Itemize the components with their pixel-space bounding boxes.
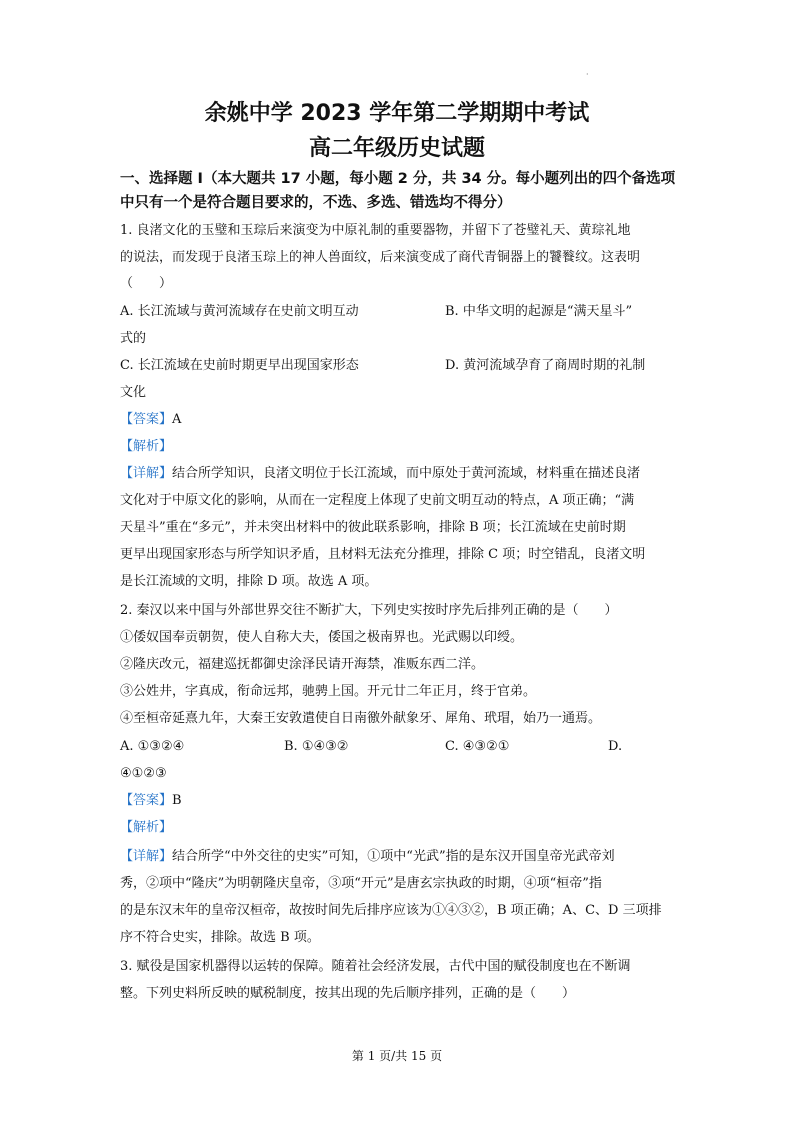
q1-answer bbox=[120, 410, 181, 430]
q2-answer bbox=[120, 791, 182, 811]
q2-item: ④至桓帝延熹九年，大秦王安敦遣使自日南徼外献象牙、犀角、玳瑁，始乃一通焉。 bbox=[120, 711, 602, 726]
detail-tag: 【详解】 bbox=[120, 466, 173, 481]
q1-stem-line: （ ） bbox=[120, 276, 173, 291]
q2-option-c: C. ④③②① bbox=[445, 739, 510, 754]
q1-option-c: C. 长江流域在史前时期更早出现国家形态 bbox=[120, 358, 359, 373]
q2-detail-line bbox=[120, 847, 615, 867]
answer-value: A bbox=[172, 412, 182, 427]
q1-option-b: B. 中华文明的起源是“满天星斗” bbox=[445, 304, 633, 319]
q1-stem-line: 的说法，而发现于良渚玉琮上的神人兽面纹，后来演变成了商代青铜器上的饕餮纹。这表明 bbox=[120, 250, 641, 265]
q3-stem-line: 整。下列史料所反映的赋税制度，按其出现的先后顺序排列，正确的是（ ） bbox=[120, 986, 576, 1001]
q2-option-d: D. bbox=[608, 739, 623, 754]
detail-text: 结合所学“中外交往的史实”可知，①项中“光武”指的是东汉开国皇帝光武帝刘 bbox=[172, 849, 615, 864]
q1-detail-line bbox=[120, 464, 640, 484]
q1-analysis bbox=[120, 437, 172, 457]
q1-option-c-continued: 文化 bbox=[120, 385, 147, 400]
analysis-tag: 【解析】 bbox=[120, 439, 173, 454]
q1-detail-line: 文化对于中原文化的影响，从而在一定程度上体现了史前文明互动的特点，A 项正确；“满 bbox=[120, 493, 635, 508]
q1-detail-line: 是长江流域的文明，排除 D 项。故选 A 项。 bbox=[120, 574, 378, 589]
q1-option-a-continued: 式的 bbox=[120, 331, 147, 346]
q1-detail-line: 天星斗”重在“多元”，并未突出材料中的彼此联系影响，排除 B 项；长江流域在史前时期 bbox=[120, 520, 626, 535]
q2-option-d-continued: ④①②③ bbox=[120, 766, 167, 781]
q1-option-d: D. 黄河流域孕育了商周时期的礼制 bbox=[445, 358, 646, 373]
answer-tag: 【答案】 bbox=[120, 793, 173, 808]
analysis-tag: 【解析】 bbox=[120, 820, 173, 835]
q1-option-a: A. 长江流域与黄河流域存在史前文明互动 bbox=[120, 304, 359, 319]
detail-text: 结合所学知识，良渚文明位于长江流域，而中原处于黄河流域，材料重在描述良渚 bbox=[172, 466, 641, 481]
q2-option-a: A. ①③②④ bbox=[120, 739, 185, 754]
q3-stem-line: 3. 赋役是国家机器得以运转的保障。随着社会经济发展，古代中国的赋役制度也在不断调 bbox=[120, 959, 631, 974]
q2-item: ③公姓井，字真成，衔命远邦，驰骋上国。开元廿二年正月，终于官弟。 bbox=[120, 684, 537, 699]
page-dot: · bbox=[586, 70, 589, 79]
q2-option-b: B. ①④③② bbox=[284, 739, 349, 754]
q1-stem-line: 1. 良渚文化的玉璧和玉琮后来演变为中原礼制的重要器物，并留下了苍璧礼天、黄琮礼地 bbox=[120, 223, 631, 238]
q2-detail-line: 序不符合史实，排除。故选 B 项。 bbox=[120, 930, 320, 945]
q2-analysis bbox=[120, 818, 172, 838]
answer-tag: 【答案】 bbox=[120, 412, 173, 427]
section-heading: 一、选择题 I（本大题共 17 小题，每小题 2 分，共 34 分。每小题列出的四个备选项中只有一个是符合题目要求的，不选、多选、错选均不得分） bbox=[120, 171, 676, 211]
q2-detail-line: 秀，②项中“隆庆”为明朝隆庆皇帝，③项“开元”是唐玄宗执政的时期，④项“桓帝”指 bbox=[120, 876, 602, 891]
q2-detail-line: 的是东汉末年的皇帝汉桓帝，故按时间先后排序应该为①④③②，B 项正确；A、C、D 三项排 bbox=[120, 903, 662, 918]
exam-subtitle: 高二年级历史试题 bbox=[308, 136, 485, 161]
exam-title: 余姚中学 2023 学年第二学期期中考试 bbox=[204, 101, 590, 126]
page-footer: 第 1 页/共 15 页 bbox=[351, 1049, 443, 1063]
q2-item: ②隆庆改元，福建巡抚都御史涂泽民请开海禁，准贩东西二洋。 bbox=[120, 657, 485, 672]
q2-item: ①倭奴国奉贡朝贺，使人自称大夫，倭国之极南界也。光武赐以印绶。 bbox=[120, 630, 524, 645]
detail-tag: 【详解】 bbox=[120, 849, 173, 864]
answer-value: B bbox=[172, 793, 182, 808]
q2-stem: 2. 秦汉以来中国与外部世界交往不断扩大，下列史实按时序先后排列正确的是（ ） bbox=[120, 603, 618, 618]
q1-detail-line: 更早出现国家形态与所学知识矛盾，且材料无法充分推理，排除 C 项；时空错乱，良渚文明 bbox=[120, 547, 646, 562]
